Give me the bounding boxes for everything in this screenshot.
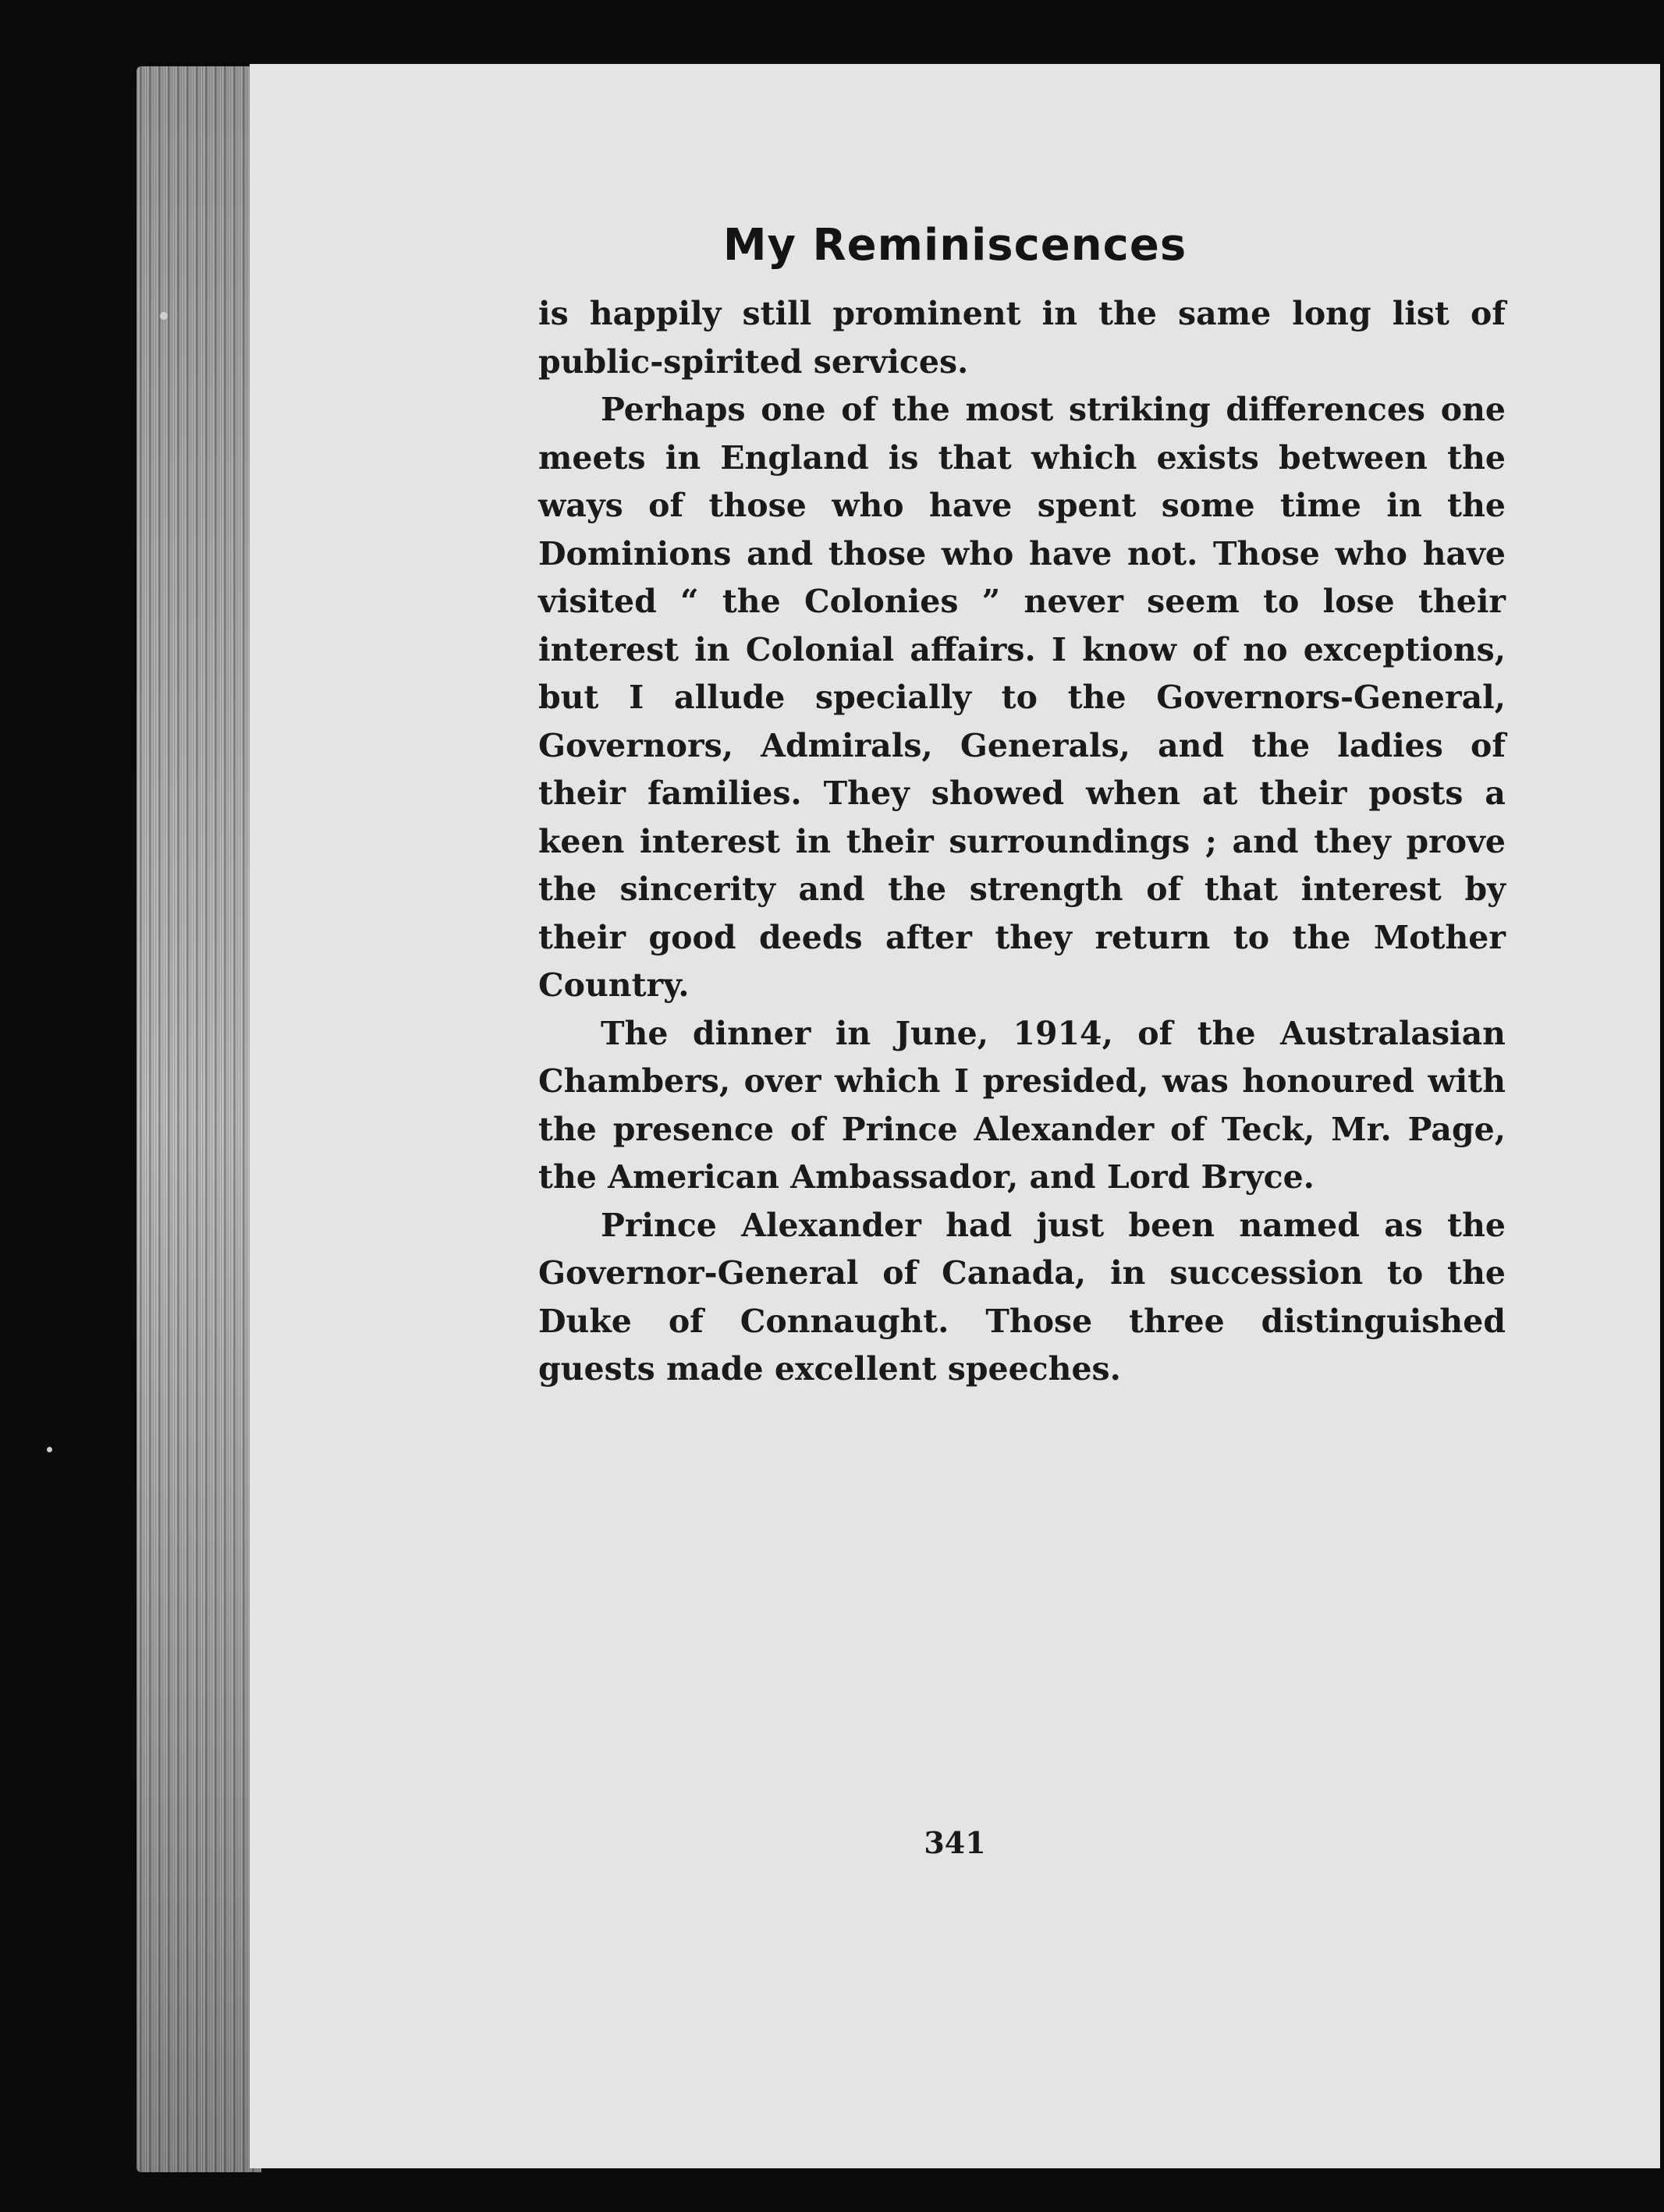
scan-speck bbox=[160, 312, 168, 320]
paragraph-continued: is happily still prominent in the same long list of public-spirited services. bbox=[538, 295, 1506, 381]
page-number: 341 bbox=[924, 1825, 986, 1860]
paragraph: The dinner in June, 1914, of the Australasian Chambers, over which I presided, was honoured with the presence of Prince Alexander of Teck, Mr. Page, the American Ambassador, and Lord Bryce. bbox=[538, 1014, 1506, 1196]
book-page bbox=[250, 64, 1660, 2168]
running-head: My Reminiscences bbox=[722, 220, 1187, 271]
book-page-edges bbox=[137, 66, 261, 2172]
paragraph: Perhaps one of the most striking differences one meets in England is that which exists between the ways of those who have spent some time in the Dominions and those who have not. Those who have visited “ the Colonies ” never seem to lose their interest in Colonial affairs. I know of no exceptions, but I allude specially to the Governors-General, Governors, Admirals, Generals, and the ladies of their families. They showed when at their posts a keen interest in their surroundings ; and they prove the sincerity and the strength of that interest by their good deeds after they return to the Mother Country. bbox=[538, 391, 1506, 1004]
scan-speck bbox=[47, 1447, 52, 1452]
body-text bbox=[538, 290, 1506, 1394]
paragraph: Prince Alexander had just been named as the Governor-General of Canada, in succession to the Duke of Connaught. Those three distinguished guests made excellent speeches. bbox=[538, 1206, 1506, 1388]
